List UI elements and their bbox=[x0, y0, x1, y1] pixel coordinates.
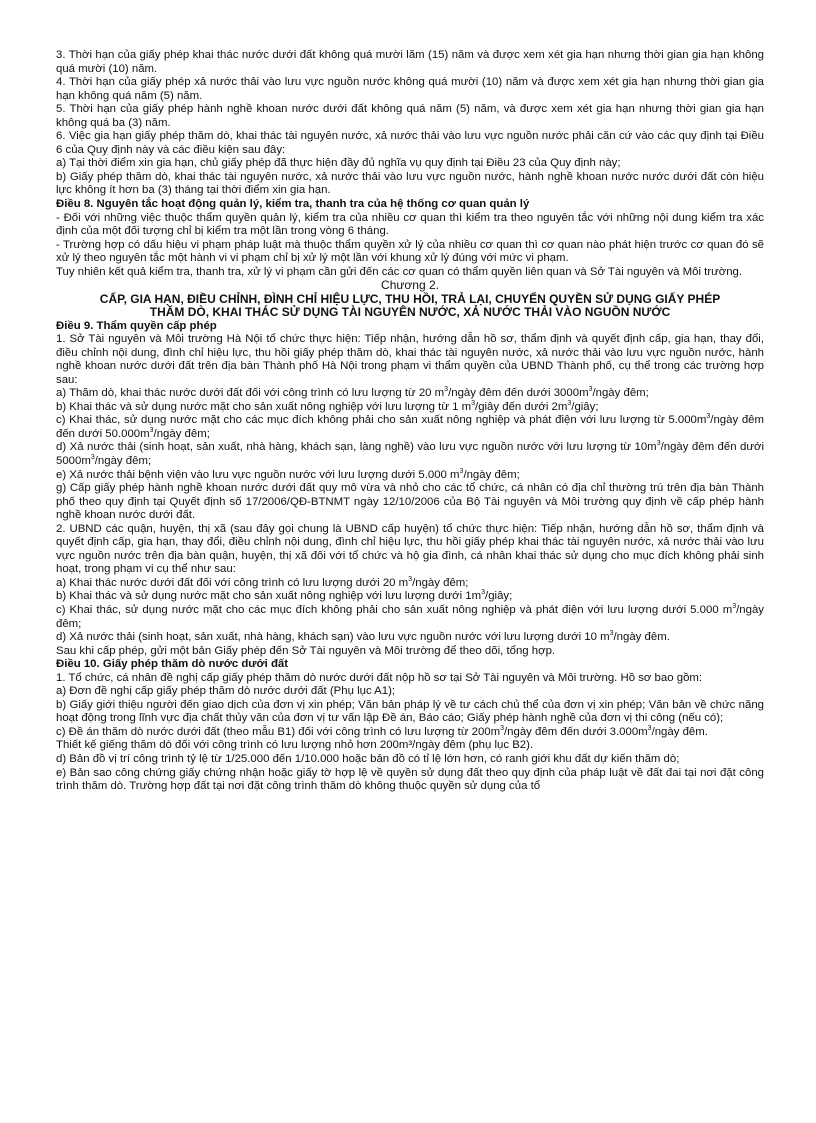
paragraph: a) Thăm dò, khai thác nước dưới đất đối với công trình có lưu lượng từ 20 $m^3$/ngày đêm đến dưới $3000m^3$/ngày đêm; bbox=[56, 386, 649, 400]
paragraph: c) Khai thác, sử dụng nước mặt cho các mục đích không phải cho sản xuất nông nghiệp và phát điện với lưu lượng từ $5.000m^3$/ngày đêm đến dưới $50.000m^3$/ngày đêm; bbox=[56, 413, 764, 440]
chapter-title-line-1: CẤP, GIA HẠN, ĐIỀU CHỈNH, ĐÌNH CHỈ HIỆU LỰC, THU HỒI, TRẢ LẠI, CHUYỂN QUYỀN SỬ DỤNG GIẤY PHÉP bbox=[99, 291, 721, 306]
paragraph: 1. Sở Tài nguyên và Môi trường Hà Nội tổ chức thực hiện: Tiếp nhận, hướng dẫn hồ sơ, thẩm định và quyết định cấp, gia hạn, thay đổi, điều chỉnh nội dung, đình chỉ hiệu lực, thu hồi giấy phép thăm dò, khai thác tài nguyên nước, xả nước thải vào lưu vực nguồn nước, hành nghề khoan nước dưới đất trên địa bàn Thành phố Hà Nội trong phạm vi thẩm quyền của UBND Thành phố, cụ thể trong các trường hợp sau: bbox=[56, 333, 764, 386]
article-10-heading: Điều 10. Giấy phép thăm dò nước dưới đất bbox=[56, 658, 289, 671]
paragraph: b) Giấy phép thăm dò, khai thác tài nguyên nước, xả nước thải vào lưu vực nguồn nước, hành nghề khoan nước nước dưới đất còn hiệu lực không ít hơn ba (3) tháng tại thời điểm xin gia hạn. bbox=[56, 170, 764, 197]
paragraph: a) Khai thác nước dưới đất đối với công trình có lưu lượng dưới 20 $m^3$/ngày đêm; bbox=[56, 576, 469, 589]
paragraph: 4. Thời hạn của giấy phép xả nước thải vào lưu vực nguồn nước không quá mười (10) năm và được xem xét gia hạn nhưng thời gian gia hạn không quá năm (5) năm. bbox=[56, 76, 764, 102]
paragraph: d) Xả nước thải (sinh hoạt, sản xuất, nhà hàng, khách sạn) vào lưu vực nguồn nước với lưu lượng dưới 10 $m^3$/ngày đêm. bbox=[56, 630, 670, 644]
chapter-label: Chương 2. bbox=[381, 278, 439, 293]
paragraph: a) Tại thời điểm xin gia hạn, chủ giấy phép đã thực hiện đầy đủ nghĩa vụ quy định tại Điều 23 của Quy định này; bbox=[56, 157, 621, 170]
paragraph: b) Giấy giới thiệu người đến giao dịch của đơn vị xin phép; Văn bản pháp lý về tư cách chủ thể của đơn vị xin phép; Văn bản về chức năng hoạt động trong lĩnh vực địa chất thủy văn của đơn vị tư vấn lập Đề án, Báo cáo; Giấy phép hành nghề của đơn vị thi công (nếu có); bbox=[56, 698, 764, 725]
paragraph: b) Khai thác và sử dụng nước mặt cho sản xuất nông nghiệp với lưu lượng dưới $1m^3$/giây; bbox=[56, 589, 513, 603]
paragraph: g) Cấp giấy phép hành nghề khoan nước dưới đất quy mô vừa và nhỏ cho các tổ chức, cá nhân có địa chỉ thường trú trên địa bàn Thành phố theo quy định tại Quyết định số 17/2006/QĐ-BTNMT ngày 12/10/2006 của Bộ Tài nguyên và Môi trường quy định về cấp phép hành nghề khoan nước dưới đất. bbox=[56, 482, 764, 522]
article-9-heading: Điều 9. Thẩm quyền cấp phép bbox=[56, 319, 217, 332]
paragraph: Sau khi cấp phép, gửi một bản Giấy phép đến Sở Tài nguyên và Môi trường để theo dõi, tổng hợp. bbox=[56, 644, 556, 657]
paragraph: - Đối với những việc thuộc thẩm quyền quản lý, kiểm tra của nhiều cơ quan thì kiểm tra theo nguyên tắc với những nội dung kiểm tra xác định của một đối tượng chỉ bị kiểm tra một lần trong vòng 6 tháng. bbox=[56, 211, 764, 238]
paragraph: Tuy nhiên kết quả kiểm tra, thanh tra, xử lý vi phạm cần gửi đến các cơ quan có thẩm quyền liên quan và Sở Tài nguyên và Môi trường. bbox=[56, 265, 743, 278]
paragraph: 2. UBND các quận, huyện, thị xã (sau đây gọi chung là UBND cấp huyện) tổ chức thực hiện: Tiếp nhận, hướng dẫn hồ sơ, thẩm định và quyết định cấp, gia hạn, thay đổi, điều chỉnh nội dung, đình chỉ hiệu lực, thu hồi giấy phép khai thác tài nguyên nước, xả nước thải vào lưu vực nguồn nước trên địa bàn quận, huyện, thị xã đối với tổ chức và hộ gia đình, cá nhân khai thác sử dụng cho mục đích không phải sinh hoạt, trong phạm vi cụ thể như sau: bbox=[56, 522, 764, 576]
paragraph: 6. Việc gia hạn giấy phép thăm dò, khai thác tài nguyên nước, xả nước thải vào lưu vực nguồn nước phải căn cứ vào các quy định tại Điều 6 của Quy định này và các điều kiện sau đây: bbox=[56, 130, 764, 156]
paragraph: - Trường hợp có dấu hiệu vi phạm pháp luật mà thuộc thẩm quyền xử lý của nhiều cơ quan thì cơ quan nào phát hiện trước cơ quan đó sẽ xử lý theo nguyên tắc một hành vi vi phạm chỉ bị xử lý một lần với khung xử lý đúng với mức vi phạm. bbox=[56, 238, 764, 265]
paragraph: b) Khai thác và sử dụng nước mặt cho sản xuất nông nghiệp với lưu lượng từ 1 $m^3$/giây đến dưới $2m^3$/giây; bbox=[56, 400, 599, 413]
paragraph: c) Khai thác, sử dụng nước mặt cho các mục đích không phải cho sản xuất nông nghiệp và phát điện với lưu lượng dưới 5.000 $m^3$/ngày đêm; bbox=[56, 603, 764, 630]
paragraph: d) Bản đồ vị trí công trình tỷ lệ từ 1/25.000 đến 1/10.000 hoặc bản đồ có tỉ lệ lớn hơn, có ranh giới khu đất dự kiến thăm dò; bbox=[56, 753, 680, 766]
paragraph: 3. Thời hạn của giấy phép khai thác nước dưới đất không quá mười lăm (15) năm và được xem xét gia hạn nhưng thời gian gia hạn không quá mười (10) năm. bbox=[56, 49, 764, 75]
paragraph: c) Đề án thăm dò nước dưới đất (theo mẫu B1) đối với công trình có lưu lượng từ $200m^3$/ngày đêm đến dưới $3.000m^3$/ngày đêm. bbox=[56, 725, 708, 738]
paragraph: a) Đơn đề nghị cấp giấy phép thăm dò nước dưới đất (Phụ lục A1); bbox=[56, 685, 396, 698]
paragraph: e) Bản sao công chứng giấy chứng nhận hoặc giấy tờ hợp lệ về quyền sử dụng đất theo quy định của pháp luật về đất đai tại nơi đặt công trình thăm dò. Trường hợp đất tại nơi đặt công trình thăm dò không thuộc quyền sử dụng của tổ bbox=[56, 766, 764, 793]
document-page bbox=[56, 49, 764, 794]
paragraph: d) Xả nước thải (sinh hoạt, sản xuất, nhà hàng, khách sạn, làng nghề) vào lưu vực nguồn nước với lưu lượng từ $10m^3$/ngày đêm đến dưới $5000m^3$/ngày đêm; bbox=[56, 440, 764, 467]
article-8-heading: Điều 8. Nguyên tắc hoạt động quản lý, kiểm tra, thanh tra của hệ thống cơ quan quản lý bbox=[56, 198, 530, 211]
paragraph: 1. Tổ chức, cá nhân đề nghị cấp giấy phép thăm dò nước dưới đất nộp hồ sơ tại Sở Tài nguyên và Môi trường. Hồ sơ bao gồm: bbox=[56, 671, 703, 684]
paragraph: Thiết kế giếng thăm dò đối với công trình có lưu lượng nhỏ hơn 200m³/ngày đêm (phụ lục B2). bbox=[56, 739, 534, 752]
paragraph: e) Xả nước thải bệnh viện vào lưu vực nguồn nước với lưu lượng dưới 5.000 $m^3$/ngày đêm; bbox=[56, 467, 520, 481]
paragraph: 5. Thời hạn của giấy phép hành nghề khoan nước dưới đất không quá năm (5) năm, và được xem xét gia hạn nhưng thời gian gia hạn không quá ba (3) năm. bbox=[56, 103, 764, 129]
chapter-title-line-2: THĂM DÒ, KHAI THÁC SỬ DỤNG TÀI NGUYÊN NƯỚC, XẢ NƯỚC THẢI VÀO NGUỒN NƯỚC bbox=[149, 305, 671, 320]
